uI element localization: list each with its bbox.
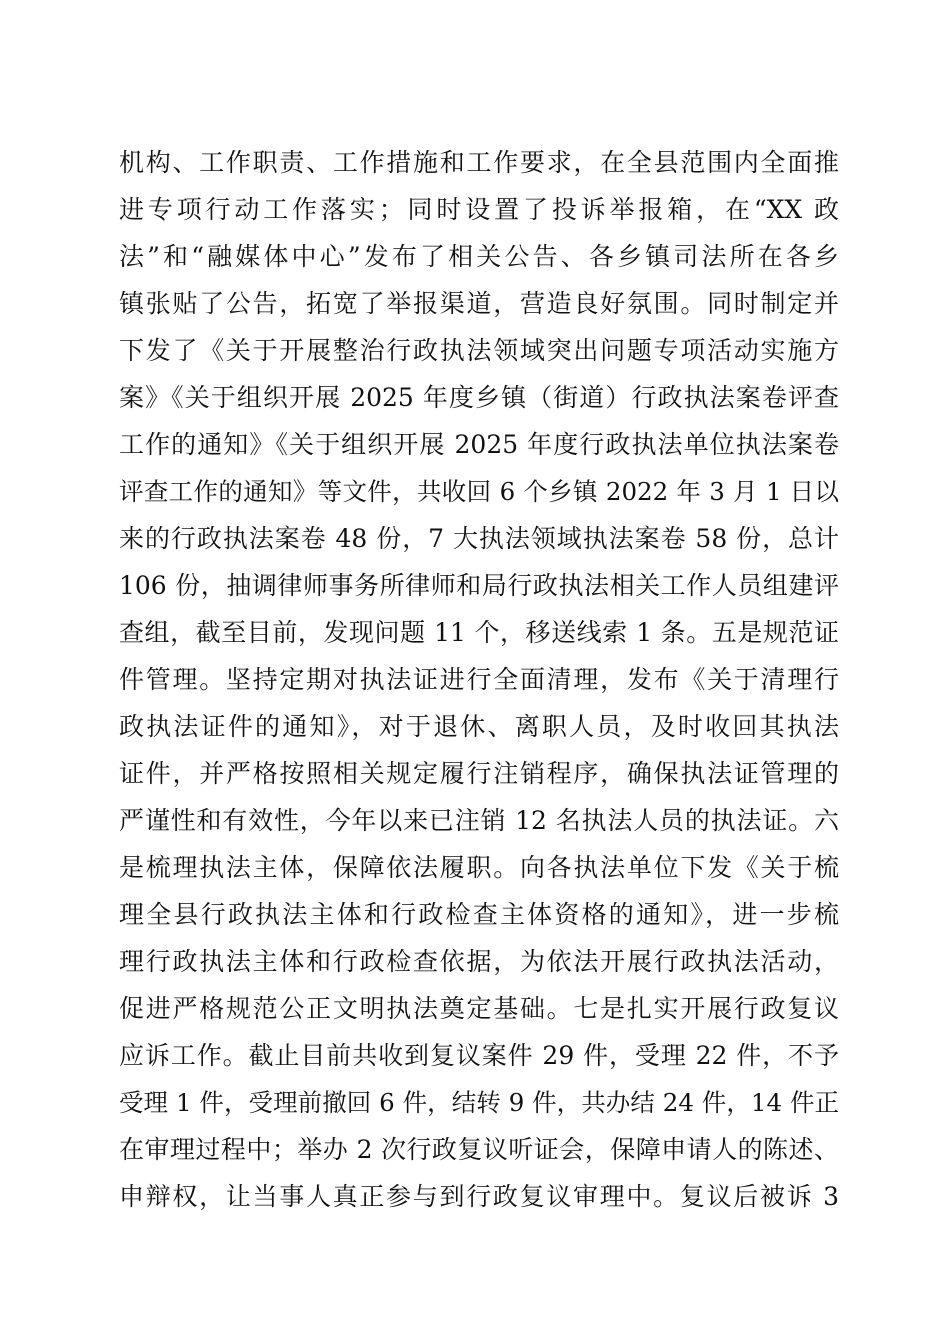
text-line: 下发了《关于开展整治行政执法领域突出问题专项活动实施方 — [119, 336, 839, 365]
text-line: 来的行政执法案卷 48 份，7 大执法领域执法案卷 58 份，总计 — [119, 524, 839, 553]
text-line: 严谨性和有效性，今年以来已注销 12 名执法人员的执法证。六 — [119, 806, 839, 835]
text-line: 促进严格规范公正文明执法奠定基础。七是扎实开展行政复议 — [119, 994, 839, 1023]
text-line: 理行政执法主体和行政检查依据，为依法开展行政执法活动， — [119, 947, 839, 976]
text-line: 受理 1 件，受理前撤回 6 件，结转 9 件，共办结 24 件，14 件正 — [119, 1088, 839, 1117]
text-line: 是梳理执法主体，保障依法履职。向各执法单位下发《关于梳 — [119, 853, 839, 882]
text-line: 评查工作的通知》等文件，共收回 6 个乡镇 2022 年 3 月 1 日以 — [119, 477, 839, 506]
text-line: 法”和“融媒体中心”发布了相关公告、各乡镇司法所在各乡 — [119, 242, 839, 271]
text-line: 案》《关于组织开展 2025 年度乡镇（街道）行政执法案卷评查 — [119, 383, 839, 412]
body-text — [119, 139, 839, 1220]
text-line: 理全县行政执法主体和行政检查主体资格的通知》，进一步梳 — [119, 900, 839, 929]
text-line: 在审理过程中；举办 2 次行政复议听证会，保障申请人的陈述、 — [119, 1135, 839, 1164]
text-line: 政执法证件的通知》，对于退休、离职人员，及时收回其执法 — [119, 712, 839, 741]
text-line: 证件，并严格按照相关规定履行注销程序，确保执法证管理的 — [119, 759, 839, 788]
text-line: 106 份，抽调律师事务所律师和局行政执法相关工作人员组建评 — [119, 571, 839, 600]
text-line: 件管理。坚持定期对执法证进行全面清理，发布《关于清理行 — [119, 665, 839, 694]
text-line: 镇张贴了公告，拓宽了举报渠道，营造良好氛围。同时制定并 — [119, 289, 839, 318]
text-line: 机构、工作职责、工作措施和工作要求，在全县范围内全面推 — [119, 148, 839, 177]
text-line: 进专项行动工作落实；同时设置了投诉举报箱，在“XX 政 — [119, 195, 839, 224]
text-line: 查组，截至目前，发现问题 11 个，移送线索 1 条。五是规范证 — [119, 618, 839, 647]
text-line: 应诉工作。截止目前共收到复议案件 29 件，受理 22 件，不予 — [119, 1041, 839, 1070]
text-line: 申辩权，让当事人真正参与到行政复议审理中。复议后被诉 3 — [119, 1182, 839, 1211]
text-line: 工作的通知》《关于组织开展 2025 年度行政执法单位执法案卷 — [119, 430, 839, 459]
